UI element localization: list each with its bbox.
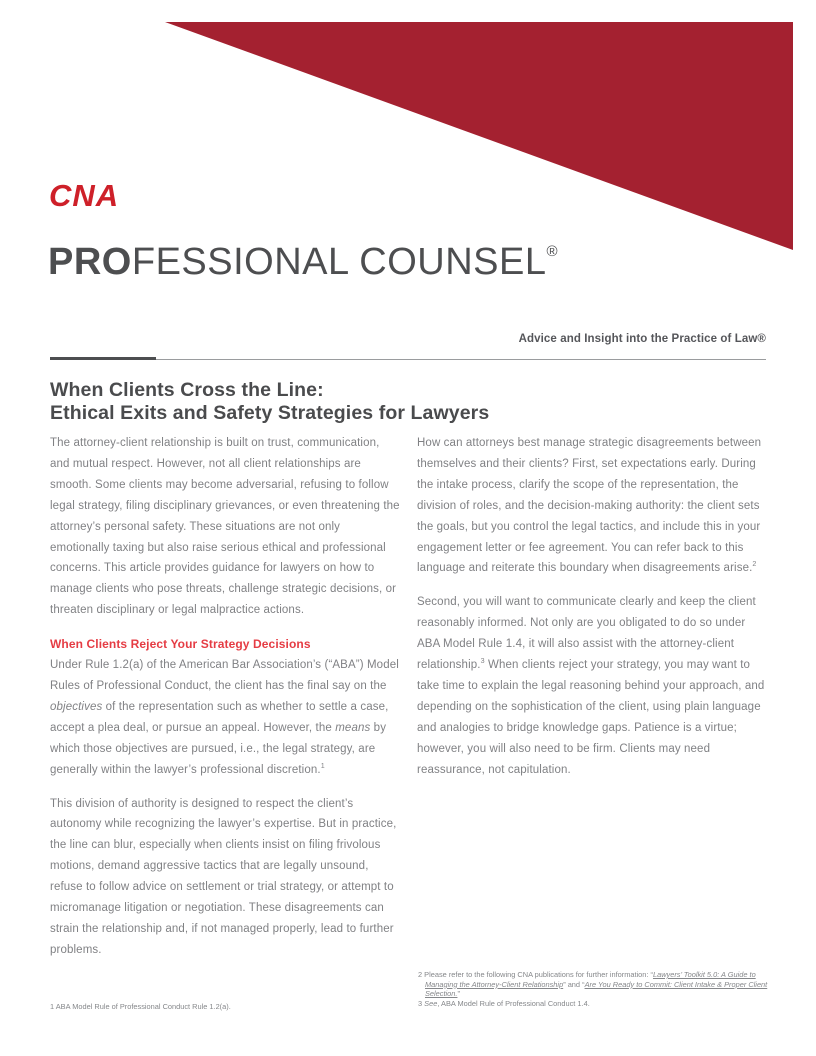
text-segment: Second, you will want to communicate clearly and keep the client reasonably informed. Not only are you obligated to do so under ABA Model Rule 1.4, it will also assist with the attorney-client relationship. <box>417 596 756 672</box>
footnote-link[interactable]: Lawyers’ Toolkit 5.0: A Guide to Managing the Attorney-Client Relationship <box>425 970 756 989</box>
article-title <box>50 379 489 425</box>
text-segment: 3 <box>418 999 425 1009</box>
text-segment: of the representation such as whether to settle a case, accept a plea deal, or pursue an appeal. However, the <box>50 700 389 734</box>
footnote-1: 1 ABA Model Rule of Professional Conduct Rule 1.2(a). <box>50 1002 231 1011</box>
text-segment: 2 Please refer to the following CNA publications for further information: “ <box>418 970 653 979</box>
footnote-reference: 1 <box>320 761 325 770</box>
footnote-area-right <box>418 970 771 1009</box>
text-segment: Under Rule 1.2(a) of the American Bar Association’s (“ABA”) Model Rules of Professional Conduct, the client has the final say on the <box>50 659 399 692</box>
section-subheading: When Clients Reject Your Strategy Decisions <box>50 637 311 652</box>
paragraph-division-of-authority: This division of authority is designed to respect the client’s autonomy while recognizing the lawyer’s expertise. But in practice, the line can blur, especially when clients insist on filing frivolous motions, demand aggressive tactics that are legally unsound, refuse to follow advice on settlement or trial strategy, or attempt to micromanage litigation or negotiation. These disagreements can strain the relationship and, if not managed properly, lead to further problems. <box>50 797 397 956</box>
footnote-link[interactable]: Are You Ready to Commit: Client Intake & Proper Client Selection. <box>425 979 768 999</box>
text-segment: See <box>424 999 438 1009</box>
footnote-3 <box>418 999 771 1009</box>
footnote-reference: 2 <box>752 560 757 569</box>
masthead-title-bold: PRO <box>48 241 132 283</box>
divider-thin-rule <box>50 359 766 360</box>
footnote-reference: 3 <box>480 657 485 666</box>
text-segment: ” and “ <box>563 979 585 989</box>
paragraph-intro: The attorney-client relationship is built on trust, communication, and mutual respect. However, not all client relationships are smooth. Some clients may become adversarial, refusing to follow legal strategy, filing disciplinary grievances, or even threatening the attorney’s personal safety. These situations are not only emotionally taxing but also raise serious ethical and professional concerns. This article provides guidance for lawyers on how to manage clients who pose threats, challenge strategic decisions, or threaten disciplinary or legal malpractice actions. <box>50 437 400 617</box>
text-segment: , ABA Model Rule of Professional Conduct 1.4. <box>437 999 590 1009</box>
footnote-area-left <box>50 1002 231 1012</box>
paragraph-rule-12a <box>50 655 400 780</box>
paragraph-manage-disagreements <box>417 433 767 579</box>
registered-trademark-symbol: ® <box>546 243 559 260</box>
divider <box>50 357 766 360</box>
footnote-2 <box>418 970 771 999</box>
text-segment: means <box>335 721 371 734</box>
paragraph-communicate-clearly <box>417 592 767 780</box>
text-segment: When clients reject your strategy, you may want to take time to explain the legal reasoning behind your approach, and depending on the sophistication of the client, using plain language and analogies to bridge knowledge gaps. Patience is a virtue; however, you will also need to be firm. Clients may need reassurance, not capitulation. <box>417 659 765 776</box>
red-triangle-shape <box>165 22 793 250</box>
tagline: Advice and Insight into the Practice of Law® <box>518 333 766 345</box>
text-segment: How can attorneys best manage strategic disagreements between themselves and their clients? First, set expectations early. During the intake process, clarify the scope of the representation, the division of roles, and the decision-making authority: the client sets the goals, but you control the legal tactics, and include this in your engagement letter or fee agreement. You can refer back to this language and reiterate this boundary when disagreements arise. <box>417 437 762 575</box>
article-body <box>50 433 767 974</box>
article-title-line2: Ethical Exits and Safety Strategies for Lawyers <box>50 402 490 424</box>
left-column <box>50 433 400 974</box>
text-segment: ” <box>457 989 460 999</box>
banner-graphic <box>0 0 816 260</box>
article-title-line1: When Clients Cross the Line: <box>50 379 324 401</box>
masthead-title-rest: FESSIONAL COUNSEL <box>131 241 547 283</box>
cna-logo: CNA <box>49 178 120 213</box>
masthead-title <box>48 241 558 284</box>
text-segment: by which those objectives are pursued, i.e., the legal strategy, are generally within the lawyer’s professional discretion. <box>50 721 387 776</box>
right-column <box>417 433 767 974</box>
divider-thick-rule <box>50 357 156 360</box>
text-segment: objectives <box>50 700 103 713</box>
